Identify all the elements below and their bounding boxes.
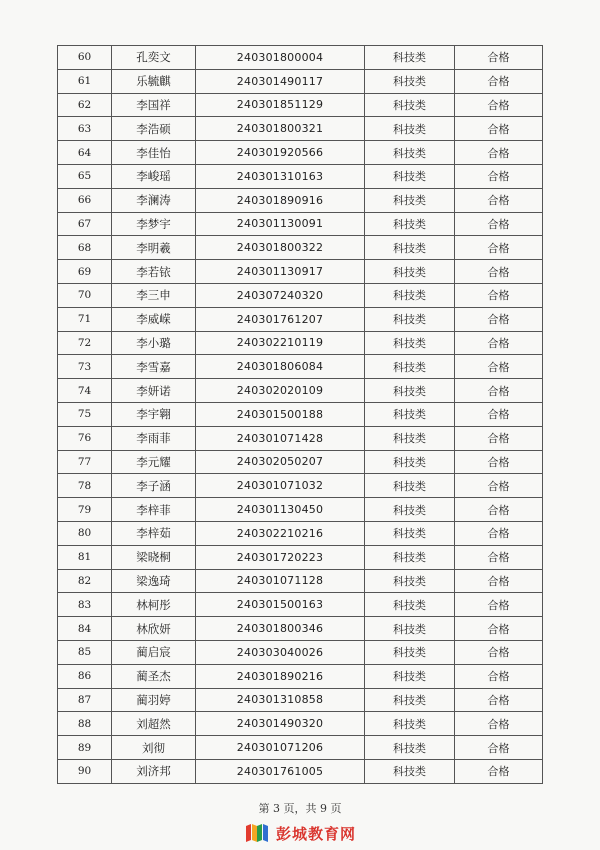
name-cell: 林欣妍 xyxy=(112,617,196,641)
result-cell: 合格 xyxy=(455,331,543,355)
category-cell: 科技类 xyxy=(365,474,455,498)
category-cell: 科技类 xyxy=(365,260,455,284)
category-cell: 科技类 xyxy=(365,117,455,141)
id-number-cell: 240301761005 xyxy=(196,759,365,783)
result-cell: 合格 xyxy=(455,426,543,450)
name-cell: 李峻瑶 xyxy=(112,164,196,188)
result-cell: 合格 xyxy=(455,141,543,165)
id-number-cell: 240302210216 xyxy=(196,521,365,545)
watermark-text: 彭城教育网 xyxy=(276,824,357,843)
id-number-cell: 240301800346 xyxy=(196,617,365,641)
row-number-cell: 74 xyxy=(58,379,112,403)
id-number-cell: 240301071128 xyxy=(196,569,365,593)
result-cell: 合格 xyxy=(455,736,543,760)
category-cell: 科技类 xyxy=(365,617,455,641)
category-cell: 科技类 xyxy=(365,212,455,236)
id-number-cell: 240301761207 xyxy=(196,307,365,331)
row-number-cell: 60 xyxy=(58,46,112,70)
id-number-cell: 240301310858 xyxy=(196,688,365,712)
name-cell: 李若铱 xyxy=(112,260,196,284)
id-number-cell: 240301806084 xyxy=(196,355,365,379)
id-number-cell: 240301890216 xyxy=(196,664,365,688)
row-number-cell: 83 xyxy=(58,593,112,617)
table-row xyxy=(58,664,543,688)
category-cell: 科技类 xyxy=(365,236,455,260)
row-number-cell: 86 xyxy=(58,664,112,688)
table-row xyxy=(58,521,543,545)
result-cell: 合格 xyxy=(455,46,543,70)
result-cell: 合格 xyxy=(455,212,543,236)
name-cell: 李元耀 xyxy=(112,450,196,474)
table-row xyxy=(58,569,543,593)
row-number-cell: 88 xyxy=(58,712,112,736)
name-cell: 李梦宇 xyxy=(112,212,196,236)
category-cell: 科技类 xyxy=(365,355,455,379)
row-number-cell: 63 xyxy=(58,117,112,141)
table-row xyxy=(58,426,543,450)
roster-table-body xyxy=(58,46,543,784)
result-cell: 合格 xyxy=(455,640,543,664)
id-number-cell: 240301130917 xyxy=(196,260,365,284)
id-number-cell: 240301800322 xyxy=(196,236,365,260)
name-cell: 刘超然 xyxy=(112,712,196,736)
table-row xyxy=(58,617,543,641)
table-row xyxy=(58,640,543,664)
id-number-cell: 240301500163 xyxy=(196,593,365,617)
id-number-cell: 240301130450 xyxy=(196,498,365,522)
name-cell: 李威嵘 xyxy=(112,307,196,331)
row-number-cell: 89 xyxy=(58,736,112,760)
name-cell: 梁晓桐 xyxy=(112,545,196,569)
category-cell: 科技类 xyxy=(365,498,455,522)
name-cell: 蔺启宸 xyxy=(112,640,196,664)
name-cell: 李宇翱 xyxy=(112,402,196,426)
row-number-cell: 90 xyxy=(58,759,112,783)
name-cell: 刘济邦 xyxy=(112,759,196,783)
name-cell: 李雪嘉 xyxy=(112,355,196,379)
row-number-cell: 70 xyxy=(58,283,112,307)
row-number-cell: 72 xyxy=(58,331,112,355)
result-cell: 合格 xyxy=(455,712,543,736)
row-number-cell: 71 xyxy=(58,307,112,331)
name-cell: 蔺圣杰 xyxy=(112,664,196,688)
row-number-cell: 64 xyxy=(58,141,112,165)
table-row xyxy=(58,593,543,617)
category-cell: 科技类 xyxy=(365,664,455,688)
table-row xyxy=(58,712,543,736)
result-cell: 合格 xyxy=(455,307,543,331)
id-number-cell: 240301490320 xyxy=(196,712,365,736)
table-row xyxy=(58,759,543,783)
table-row xyxy=(58,283,543,307)
name-cell: 乐毓麒 xyxy=(112,69,196,93)
result-cell: 合格 xyxy=(455,188,543,212)
page-footer: 第 3 页，共 9 页 xyxy=(258,802,342,815)
row-number-cell: 78 xyxy=(58,474,112,498)
id-number-cell: 240301310163 xyxy=(196,164,365,188)
row-number-cell: 77 xyxy=(58,450,112,474)
table-row xyxy=(58,236,543,260)
name-cell: 李梓茹 xyxy=(112,521,196,545)
result-cell: 合格 xyxy=(455,545,543,569)
category-cell: 科技类 xyxy=(365,640,455,664)
result-cell: 合格 xyxy=(455,93,543,117)
result-cell: 合格 xyxy=(455,402,543,426)
result-cell: 合格 xyxy=(455,355,543,379)
row-number-cell: 66 xyxy=(58,188,112,212)
result-cell: 合格 xyxy=(455,283,543,307)
id-number-cell: 240301800004 xyxy=(196,46,365,70)
category-cell: 科技类 xyxy=(365,379,455,403)
category-cell: 科技类 xyxy=(365,283,455,307)
table-row xyxy=(58,141,543,165)
table-row xyxy=(58,545,543,569)
table-row xyxy=(58,117,543,141)
row-number-cell: 79 xyxy=(58,498,112,522)
id-number-cell: 240301500188 xyxy=(196,402,365,426)
category-cell: 科技类 xyxy=(365,307,455,331)
category-cell: 科技类 xyxy=(365,141,455,165)
id-number-cell: 240301071428 xyxy=(196,426,365,450)
category-cell: 科技类 xyxy=(365,521,455,545)
name-cell: 李佳怡 xyxy=(112,141,196,165)
category-cell: 科技类 xyxy=(365,69,455,93)
id-number-cell: 240301071206 xyxy=(196,736,365,760)
table-row xyxy=(58,212,543,236)
id-number-cell: 240307240320 xyxy=(196,283,365,307)
name-cell: 李子涵 xyxy=(112,474,196,498)
table-row xyxy=(58,46,543,70)
category-cell: 科技类 xyxy=(365,450,455,474)
name-cell: 李小璐 xyxy=(112,331,196,355)
result-cell: 合格 xyxy=(455,688,543,712)
row-number-cell: 82 xyxy=(58,569,112,593)
table-row xyxy=(58,355,543,379)
id-number-cell: 240301890916 xyxy=(196,188,365,212)
result-cell: 合格 xyxy=(455,617,543,641)
result-cell: 合格 xyxy=(455,117,543,141)
result-cell: 合格 xyxy=(455,450,543,474)
id-number-cell: 240302020109 xyxy=(196,379,365,403)
row-number-cell: 61 xyxy=(58,69,112,93)
id-number-cell: 240301800321 xyxy=(196,117,365,141)
result-cell: 合格 xyxy=(455,521,543,545)
result-cell: 合格 xyxy=(455,260,543,284)
name-cell: 李雨菲 xyxy=(112,426,196,450)
table-row xyxy=(58,474,543,498)
name-cell: 李澜涛 xyxy=(112,188,196,212)
id-number-cell: 240301720223 xyxy=(196,545,365,569)
row-number-cell: 87 xyxy=(58,688,112,712)
name-cell: 李三申 xyxy=(112,283,196,307)
result-cell: 合格 xyxy=(455,759,543,783)
name-cell: 孔奕文 xyxy=(112,46,196,70)
category-cell: 科技类 xyxy=(365,712,455,736)
result-cell: 合格 xyxy=(455,474,543,498)
result-cell: 合格 xyxy=(455,69,543,93)
name-cell: 梁逸琦 xyxy=(112,569,196,593)
category-cell: 科技类 xyxy=(365,188,455,212)
row-number-cell: 62 xyxy=(58,93,112,117)
category-cell: 科技类 xyxy=(365,93,455,117)
category-cell: 科技类 xyxy=(365,426,455,450)
result-cell: 合格 xyxy=(455,379,543,403)
name-cell: 蔺羽婷 xyxy=(112,688,196,712)
table-row xyxy=(58,498,543,522)
row-number-cell: 73 xyxy=(58,355,112,379)
id-number-cell: 240301851129 xyxy=(196,93,365,117)
table-row xyxy=(58,260,543,284)
row-number-cell: 67 xyxy=(58,212,112,236)
category-cell: 科技类 xyxy=(365,331,455,355)
category-cell: 科技类 xyxy=(365,759,455,783)
category-cell: 科技类 xyxy=(365,593,455,617)
id-number-cell: 240301490117 xyxy=(196,69,365,93)
category-cell: 科技类 xyxy=(365,688,455,712)
id-number-cell: 240302210119 xyxy=(196,331,365,355)
table-row xyxy=(58,188,543,212)
table-row xyxy=(58,450,543,474)
table-row xyxy=(58,688,543,712)
category-cell: 科技类 xyxy=(365,569,455,593)
roster-table xyxy=(57,45,543,784)
name-cell: 李明羲 xyxy=(112,236,196,260)
row-number-cell: 75 xyxy=(58,402,112,426)
category-cell: 科技类 xyxy=(365,46,455,70)
name-cell: 李浩硕 xyxy=(112,117,196,141)
name-cell: 李妍诺 xyxy=(112,379,196,403)
row-number-cell: 65 xyxy=(58,164,112,188)
id-number-cell: 240301130091 xyxy=(196,212,365,236)
id-number-cell: 240302050207 xyxy=(196,450,365,474)
id-number-cell: 240301920566 xyxy=(196,141,365,165)
result-cell: 合格 xyxy=(455,593,543,617)
name-cell: 林柯彤 xyxy=(112,593,196,617)
table-row xyxy=(58,307,543,331)
result-cell: 合格 xyxy=(455,569,543,593)
table-row xyxy=(58,69,543,93)
id-number-cell: 240303040026 xyxy=(196,640,365,664)
name-cell: 李梓菲 xyxy=(112,498,196,522)
category-cell: 科技类 xyxy=(365,164,455,188)
row-number-cell: 84 xyxy=(58,617,112,641)
row-number-cell: 81 xyxy=(58,545,112,569)
table-row xyxy=(58,93,543,117)
category-cell: 科技类 xyxy=(365,545,455,569)
row-number-cell: 85 xyxy=(58,640,112,664)
result-cell: 合格 xyxy=(455,164,543,188)
table-row xyxy=(58,736,543,760)
name-cell: 刘彻 xyxy=(112,736,196,760)
name-cell: 李国祥 xyxy=(112,93,196,117)
result-cell: 合格 xyxy=(455,664,543,688)
result-cell: 合格 xyxy=(455,236,543,260)
row-number-cell: 68 xyxy=(58,236,112,260)
table-row xyxy=(58,379,543,403)
table-row xyxy=(58,402,543,426)
id-number-cell: 240301071032 xyxy=(196,474,365,498)
book-logo-icon xyxy=(244,822,270,844)
row-number-cell: 80 xyxy=(58,521,112,545)
table-row xyxy=(58,164,543,188)
result-cell: 合格 xyxy=(455,498,543,522)
row-number-cell: 69 xyxy=(58,260,112,284)
row-number-cell: 76 xyxy=(58,426,112,450)
watermark-logo xyxy=(244,822,356,844)
category-cell: 科技类 xyxy=(365,402,455,426)
table-row xyxy=(58,331,543,355)
category-cell: 科技类 xyxy=(365,736,455,760)
